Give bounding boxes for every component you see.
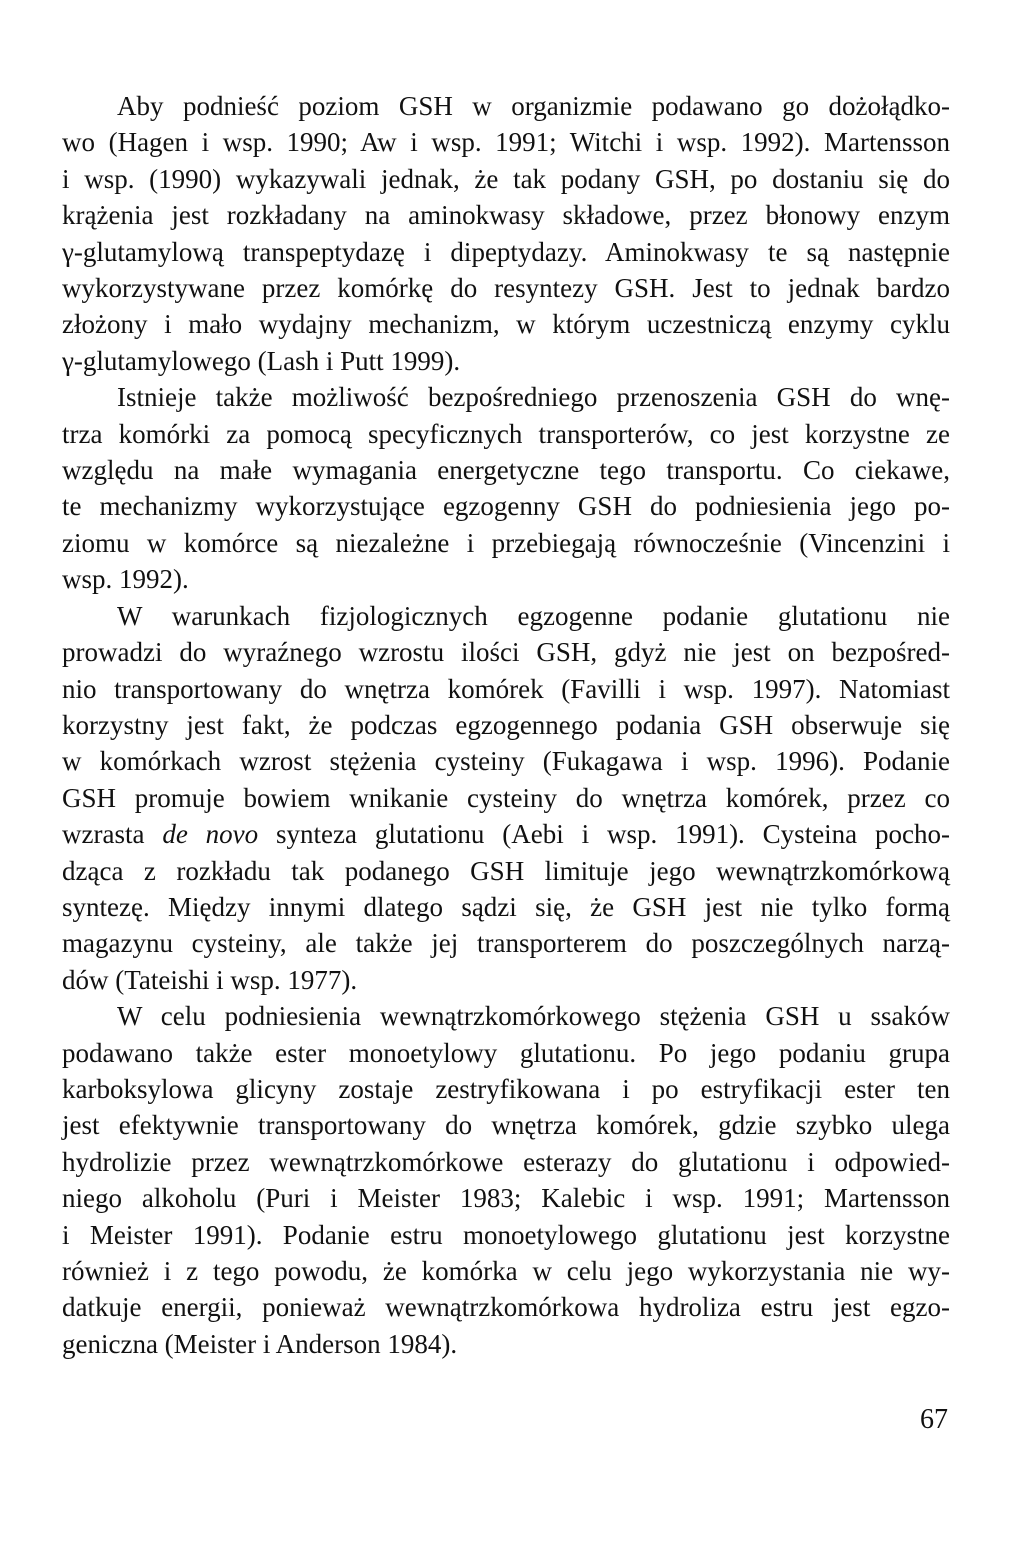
- text-line: GSH promuje bowiem wnikanie cysteiny do wnętrza komórek, przez co: [62, 782, 950, 813]
- paragraph: [62, 379, 950, 597]
- text-line: wsp. 1992).: [62, 564, 189, 595]
- text-line: dząca z rozkładu tak podanego GSH limituje jego wewnątrzkomórkową: [62, 855, 950, 886]
- text-line: magazynu cysteiny, ale także jej transporterem do poszczególnych narzą-: [62, 928, 950, 959]
- page-number: 67: [920, 1404, 948, 1435]
- paragraph: [62, 598, 950, 998]
- text-line: W warunkach fizjologicznych egzogenne podanie glutationu nie: [117, 600, 950, 631]
- text-line: γ-glutamylową transpeptydazę i dipeptydazy. Aminokwasy te są następnie: [62, 236, 950, 267]
- text-line: i Meister 1991). Podanie estru monoetylowego glutationu jest korzystne: [62, 1219, 950, 1250]
- text-line: prowadzi do wyraźnego wzrostu ilości GSH, gdyż nie jest on bezpośred-: [62, 637, 950, 668]
- body-text: [62, 88, 950, 1362]
- text-line: te mechanizmy wykorzystujące egzogenny GSH do podniesienia jego po-: [62, 491, 950, 522]
- text-line: jest efektywnie transportowany do wnętrza komórek, gdzie szybko ulega: [62, 1110, 950, 1141]
- text-line: nio transportowany do wnętrza komórek (Favilli i wsp. 1997). Natomiast: [62, 673, 950, 704]
- text-line: W celu podniesienia wewnątrzkomórkowego stężenia GSH u ssaków: [117, 1001, 950, 1032]
- text-line: ziomu w komórce są niezależne i przebiegają równocześnie (Vincenzini i: [62, 527, 950, 558]
- text-line: w komórkach wzrost stężenia cysteiny (Fukagawa i wsp. 1996). Podanie: [62, 746, 950, 777]
- text-line: trza komórki za pomocą specyficznych transporterów, co jest korzystne ze: [62, 418, 950, 449]
- paragraph: [62, 88, 950, 379]
- paragraph: [62, 998, 950, 1362]
- page-body: [62, 88, 950, 1362]
- text-line: dów (Tateishi i wsp. 1977).: [62, 964, 358, 995]
- text-line: wykorzystywane przez komórkę do resyntezy GSH. Jest to jednak bardzo: [62, 273, 950, 304]
- text-line: niego alkoholu (Puri i Meister 1983; Kalebic i wsp. 1991; Martensson: [62, 1183, 950, 1214]
- text-line: krążenia jest rozkładany na aminokwasy składowe, przez błonowy enzym: [62, 200, 950, 231]
- text-line: wo (Hagen i wsp. 1990; Aw i wsp. 1991; Witchi i wsp. 1992). Martensson: [62, 127, 950, 158]
- text-line: również i z tego powodu, że komórka w celu jego wykorzystania nie wy-: [62, 1256, 950, 1286]
- text-line: hydrolizie przez wewnątrzkomórkowe esterazy do glutationu i odpowied-: [62, 1146, 950, 1177]
- text-line: syntezę. Między innymi dlatego sądzi się, że GSH jest nie tylko formą: [62, 891, 950, 922]
- text-line: karboksylowa glicyny zostaje zestryfikowana i po estryfikacji ester ten: [62, 1073, 950, 1104]
- text-line: γ-glutamylowego (Lash i Putt 1999).: [62, 345, 461, 376]
- text-line: wzrasta de novo synteza glutationu (Aebi i wsp. 1991). Cysteina pocho-: [62, 819, 951, 850]
- text-line: Aby podnieść poziom GSH w organizmie podawano go dożołądko-: [117, 91, 950, 121]
- text-line: datkuje energii, ponieważ wewnątrzkomórkowa hydroliza estru jest egzo-: [62, 1292, 950, 1323]
- italic-term: de novo: [162, 819, 259, 850]
- text-line: złożony i mało wydajny mechanizm, w którym uczestniczą enzymy cyklu: [62, 309, 950, 340]
- text-line: Istnieje także możliwość bezpośredniego przenoszenia GSH do wnę-: [117, 382, 950, 413]
- text-line: podawano także ester monoetylowy glutationu. Po jego podaniu grupa: [62, 1037, 950, 1068]
- text-line: względu na małe wymagania energetyczne tego transportu. Co ciekawe,: [62, 455, 950, 486]
- text-line: geniczna (Meister i Anderson 1984).: [62, 1328, 458, 1359]
- text-line: korzystny jest fakt, że podczas egzogennego podania GSH obserwuje się: [62, 709, 950, 740]
- text-line: i wsp. (1990) wykazywali jednak, że tak podany GSH, po dostaniu się do: [62, 163, 950, 194]
